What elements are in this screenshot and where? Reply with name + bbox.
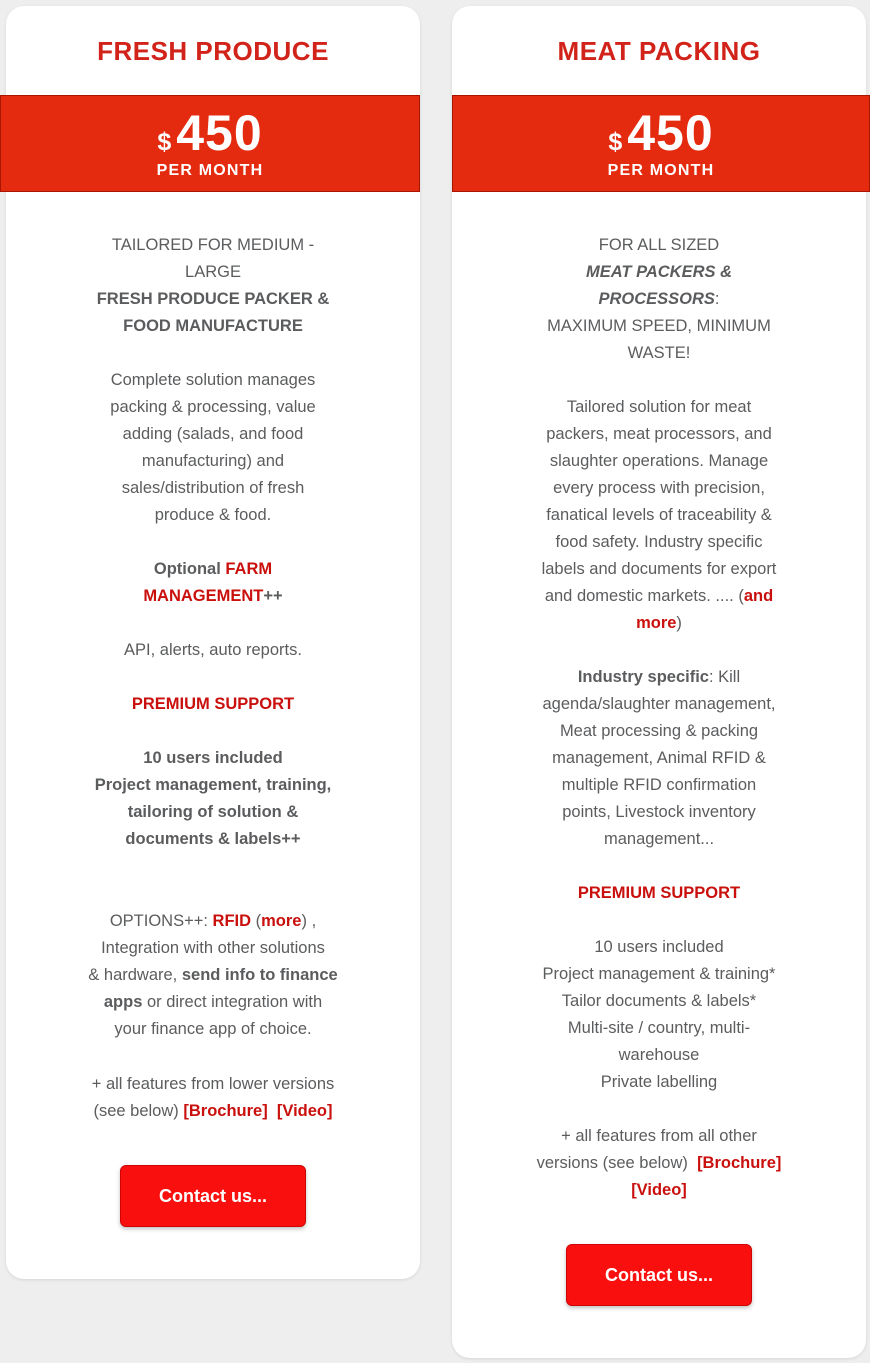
- text-segment: every process with precision,: [553, 479, 765, 497]
- text-segment: WASTE!: [627, 344, 691, 362]
- text-segment: TAILORED FOR MEDIUM -: [111, 236, 315, 254]
- premium-support-label: PREMIUM SUPPORT: [577, 884, 741, 902]
- text-line: [42, 1016, 384, 1043]
- text-block: [488, 1123, 830, 1204]
- brochure-link[interactable]: [Brochure]: [183, 1102, 268, 1120]
- text-line: [488, 421, 830, 448]
- text-line: [488, 826, 830, 853]
- text-line: [42, 935, 384, 962]
- text-line: [488, 286, 830, 313]
- text-segment: apps: [103, 993, 143, 1011]
- text-segment: 10 users included: [143, 749, 283, 767]
- text-segment: ++: [263, 587, 283, 605]
- text-segment: (: [251, 912, 262, 930]
- text-line: [42, 1071, 384, 1098]
- text-segment: FOOD MANUFACTURE: [123, 317, 303, 335]
- text-segment: agenda/slaughter management,: [542, 695, 776, 713]
- text-block: [488, 232, 830, 367]
- text-line: [488, 799, 830, 826]
- text-segment: LARGE: [185, 263, 241, 281]
- text-line: [488, 610, 830, 637]
- text-segment: API, alerts, auto reports.: [124, 641, 302, 659]
- text-line: [488, 232, 830, 259]
- text-segment: PROCESSORS: [598, 290, 715, 308]
- text-block: [42, 745, 384, 853]
- text-line: [488, 556, 830, 583]
- meat-packing-column: [452, 0, 870, 1358]
- text-segment: ) ,: [301, 912, 317, 930]
- text-line: [42, 772, 384, 799]
- contact-us-button[interactable]: Contact us...: [120, 1165, 306, 1227]
- text-line: [42, 989, 384, 1016]
- meat-packing-card: [452, 6, 866, 1358]
- rfid-link[interactable]: RFID: [212, 912, 252, 930]
- text-segment: sales/distribution of fresh: [121, 479, 305, 497]
- text-segment: + all features from all other: [561, 1127, 757, 1145]
- contact-us-button[interactable]: Contact us...: [566, 1244, 752, 1306]
- text-line: [42, 908, 384, 935]
- text-line: [42, 475, 384, 502]
- text-segment: documents & labels++: [125, 830, 301, 848]
- text-segment: & hardware,: [88, 966, 182, 984]
- text-segment: versions (see below): [536, 1154, 698, 1172]
- and-more-link[interactable]: more: [636, 614, 677, 632]
- text-segment: your finance app of choice.: [114, 1020, 312, 1038]
- fresh-produce-card: [6, 6, 420, 1279]
- text-line: [488, 988, 830, 1015]
- text-block: [42, 556, 384, 610]
- card-title: MEAT PACKING: [557, 36, 761, 66]
- text-segment: [268, 1102, 277, 1120]
- text-segment: ): [676, 614, 682, 632]
- text-segment: : Kill: [708, 668, 741, 686]
- text-line: [488, 745, 830, 772]
- farm-management-link[interactable]: FARM: [225, 560, 273, 578]
- text-block: [488, 880, 830, 907]
- text-segment: Tailored solution for meat: [566, 398, 752, 416]
- text-block: [42, 367, 384, 529]
- text-segment: management, Animal RFID &: [552, 749, 766, 767]
- card-title: FRESH PRODUCE: [97, 36, 329, 66]
- price-banner: [452, 95, 870, 192]
- text-line: [488, 961, 830, 988]
- text-line: [42, 691, 384, 718]
- text-line: [42, 826, 384, 853]
- premium-support-label: PREMIUM SUPPORT: [131, 695, 295, 713]
- price-period: PER MONTH: [607, 161, 715, 179]
- text-segment: OPTIONS++:: [109, 912, 213, 930]
- text-line: [488, 448, 830, 475]
- text-line: [488, 934, 830, 961]
- more-link[interactable]: more: [261, 912, 302, 930]
- text-segment: management...: [603, 830, 715, 848]
- text-line: [488, 1150, 830, 1177]
- text-segment: Complete solution manages: [110, 371, 316, 389]
- text-line: [488, 664, 830, 691]
- text-line: [42, 502, 384, 529]
- text-segment: Project management & training*: [542, 965, 776, 983]
- text-segment: or direct integration with: [142, 993, 323, 1011]
- price-amount: 450: [627, 104, 714, 161]
- text-line: [42, 745, 384, 772]
- text-segment: + all features from lower versions: [91, 1075, 335, 1093]
- text-line: [488, 502, 830, 529]
- farm-management-link[interactable]: MANAGEMENT: [143, 587, 264, 605]
- text-line: [488, 475, 830, 502]
- text-line: [42, 313, 384, 340]
- text-block: [42, 908, 384, 1043]
- text-segment: fanatical levels of traceability &: [546, 506, 772, 524]
- price-banner: [0, 95, 420, 192]
- text-segment: packing & processing, value: [110, 398, 316, 416]
- text-segment: tailoring of solution &: [127, 803, 299, 821]
- text-line: [488, 1123, 830, 1150]
- text-segment: Industry specific: [577, 668, 709, 686]
- text-segment: Multi-site / country, multi-: [567, 1019, 751, 1037]
- text-line: [42, 448, 384, 475]
- text-segment: 10 users included: [594, 938, 724, 956]
- text-segment: (see below): [93, 1102, 184, 1120]
- text-line: [42, 259, 384, 286]
- price-period: PER MONTH: [156, 161, 264, 179]
- text-segment: MEAT PACKERS &: [585, 263, 733, 281]
- text-segment: and domestic markets. .... (: [544, 587, 744, 605]
- text-line: [488, 772, 830, 799]
- text-line: [42, 799, 384, 826]
- text-block: [42, 1071, 384, 1125]
- text-segment: :: [714, 290, 720, 308]
- text-segment: produce & food.: [154, 506, 272, 524]
- text-line: [42, 962, 384, 989]
- video-link[interactable]: [Video]: [631, 1181, 687, 1199]
- card-body: [452, 192, 866, 1204]
- text-block: [488, 394, 830, 637]
- text-segment: Optional: [153, 560, 226, 578]
- text-line: [488, 1069, 830, 1096]
- text-block: [488, 934, 830, 1096]
- text-line: [488, 718, 830, 745]
- text-segment: send info to finance: [181, 966, 338, 984]
- text-segment: Meat processing & packing: [559, 722, 759, 740]
- text-line: [488, 1015, 830, 1042]
- text-block: [488, 664, 830, 853]
- and-more-link[interactable]: and: [743, 587, 774, 605]
- fresh-produce-column: [0, 0, 420, 1279]
- text-segment: labels and documents for export: [541, 560, 777, 578]
- text-line: [42, 583, 384, 610]
- text-line: [42, 421, 384, 448]
- text-segment: slaughter operations. Manage: [549, 452, 769, 470]
- card-body: [6, 192, 420, 1125]
- text-block: [42, 637, 384, 664]
- text-line: [488, 880, 830, 907]
- text-line: [488, 313, 830, 340]
- text-line: [488, 394, 830, 421]
- brochure-link[interactable]: [Brochure]: [697, 1154, 782, 1172]
- text-segment: FOR ALL SIZED: [598, 236, 720, 254]
- text-line: [42, 367, 384, 394]
- text-segment: manufacturing) and: [141, 452, 285, 470]
- text-segment: MAXIMUM SPEED, MINIMUM: [547, 317, 771, 335]
- price-amount: 450: [176, 104, 263, 161]
- text-segment: Tailor documents & labels*: [561, 992, 757, 1010]
- text-segment: warehouse: [618, 1046, 700, 1064]
- text-segment: packers, meat processors, and: [546, 425, 772, 443]
- text-line: [42, 232, 384, 259]
- text-line: [488, 1042, 830, 1069]
- text-line: [488, 340, 830, 367]
- text-segment: points, Livestock inventory: [562, 803, 756, 821]
- text-line: [488, 583, 830, 610]
- text-segment: Integration with other solutions: [101, 939, 325, 957]
- text-segment: FRESH PRODUCE PACKER &: [96, 290, 330, 308]
- price: [157, 104, 263, 161]
- text-line: [488, 691, 830, 718]
- text-line: [42, 556, 384, 583]
- text-line: [488, 1177, 830, 1204]
- text-segment: adding (salads, and food: [122, 425, 304, 443]
- text-block: [42, 691, 384, 718]
- video-link[interactable]: [Video]: [276, 1102, 333, 1120]
- text-segment: multiple RFID confirmation: [561, 776, 757, 794]
- text-line: [488, 529, 830, 556]
- text-line: [42, 286, 384, 313]
- text-line: [42, 394, 384, 421]
- text-line: [42, 637, 384, 664]
- text-line: [42, 1098, 384, 1125]
- currency-symbol: $: [608, 127, 623, 156]
- text-block: [42, 232, 384, 340]
- text-segment: Project management, training,: [94, 776, 332, 794]
- text-line: [488, 259, 830, 286]
- text-segment: Private labelling: [600, 1073, 718, 1091]
- text-segment: food safety. Industry specific: [555, 533, 763, 551]
- currency-symbol: $: [157, 127, 172, 156]
- price: [608, 104, 714, 161]
